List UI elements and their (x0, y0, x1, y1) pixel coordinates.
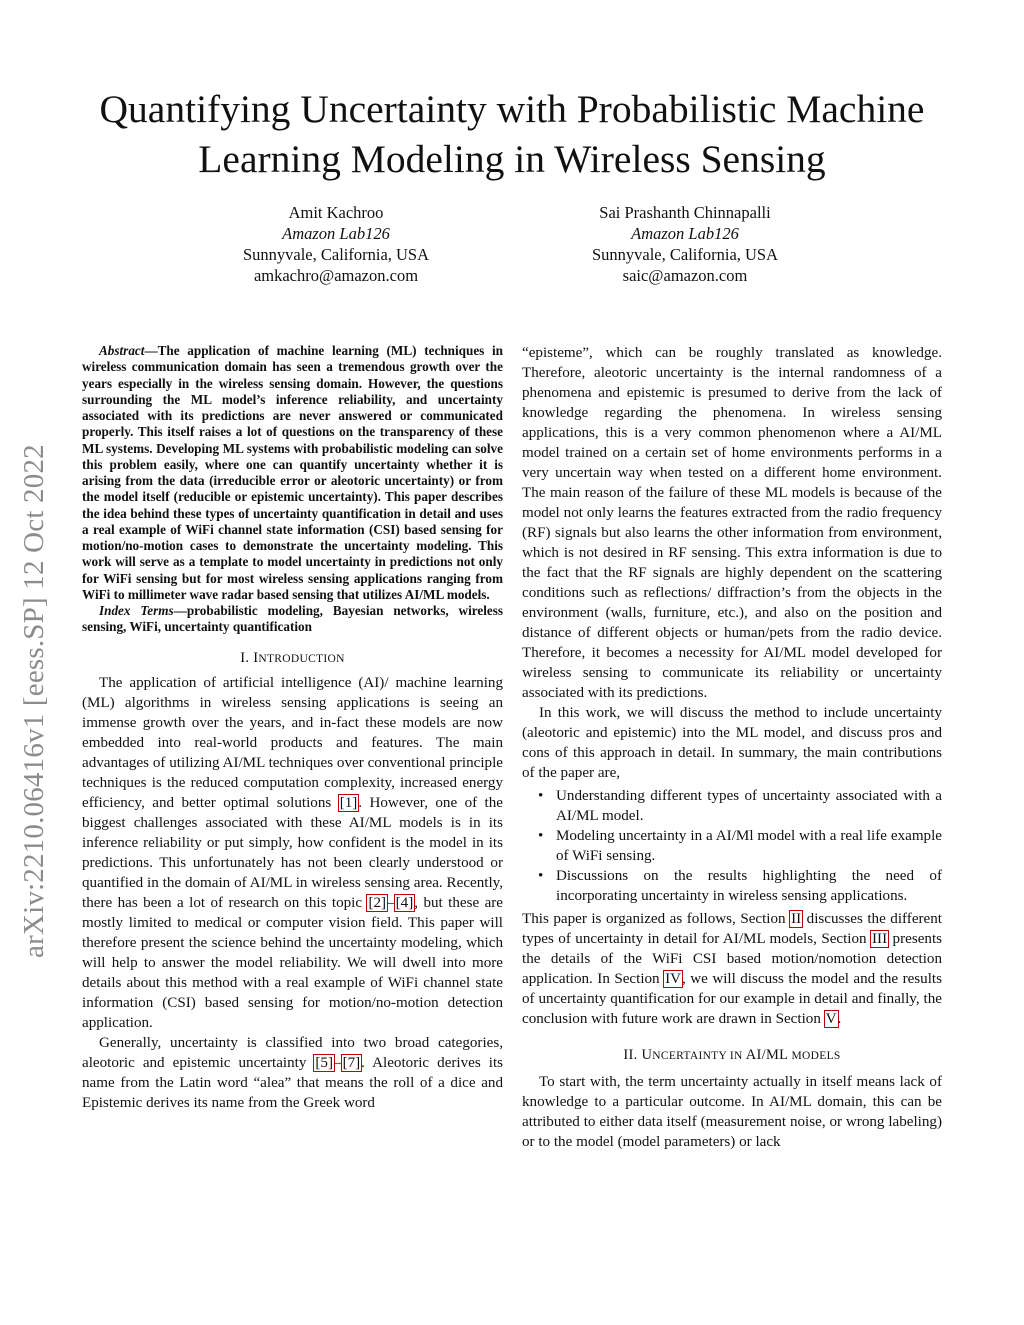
author-name: Sai Prashanth Chinnapalli (599, 203, 771, 222)
author-block-2 (525, 202, 845, 286)
abstract-label: Abstract (99, 343, 145, 358)
intro-paragraph-2-continued: “episteme”, which can be roughly translated as knowledge. Therefore, aleotoric uncertainty is the internal randomness of a phenomena and epistemic is presumed to derive from the lack of knowledge regarding the phenomena. In wireless sensing applications, this is a very common phenomenon where a AI/ML model trained on a certain set of home environments performs in a very uncertain way when tested on a different home environment. The main reason of the failure of these ML models is because of the model not only learns the features extracted from the radio frequency (RF) signals but also learns the other information from environment, which is not desired in RF sensing. This extra information is due to the fact that the RF signals are highly dependent on the scattering conditions such as reflections/ diffraction’s from the objects in the environment (walls, furniture, etc.), and also on the position and distance of different objects or human/pets from the radio device. Therefore, it becomes a necessity for AI/ML model developed for wireless sensing to communicate its reliability or uncertainty associated with its predictions. (522, 345, 942, 701)
author-affiliation: Amazon Lab126 (631, 224, 739, 243)
author-name: Amit Kachroo (288, 203, 384, 222)
section-ref-link[interactable]: V (825, 1011, 837, 1027)
citation-link[interactable]: [1] (339, 794, 358, 811)
index-terms-text: —probabilistic modeling, Bayesian networks, wireless sensing, WiFi, uncertainty quantification (82, 603, 503, 635)
title-line-2: Learning Modeling in Wireless Sensing (198, 137, 826, 181)
section-ref-link[interactable]: IV (665, 971, 682, 987)
intro-paragraph-4: This paper is organized as follows, Section II discusses the different types of uncertainty in detail for AI/ML models, Section III presents the details of the WiFi CSI based motion/nomotion detection application. In Section IV, we will discuss the model and the results of uncertainty quantification for our example in detail and finally, the conclusion with future work are drawn in Section V. (522, 911, 943, 1027)
paper-title (40, 84, 984, 184)
list-item: • Discussions on the results highlighting the need of incorporating uncertainty in wireless sensing applications. (538, 868, 942, 904)
left-column (82, 343, 503, 1113)
intro-paragraph-3: In this work, we will discuss the method to include uncertainty (aleotoric and epistemic) into the ML model, and discuss pros and cons of this approach in detail. In summary, the main contributions of the paper are, (522, 705, 942, 781)
author-affiliation: Amazon Lab126 (282, 224, 390, 243)
bullet: • (538, 788, 544, 804)
author-email: amkachro@amazon.com (253, 266, 419, 285)
title-line-1: Quantifying Uncertainty with Probabilistic Machine (99, 87, 925, 131)
intro-paragraph-2: Generally, uncertainty is classified into two broad categories, aleotoric and epistemic uncertainty [5]–[7]. Aleotoric derives its name from the Latin word “alea” that means the roll of a dice and Epistemic derives its name from the Greek word (82, 1034, 504, 1111)
bullet: • (538, 828, 544, 844)
author-block-1 (176, 202, 496, 286)
citation-link[interactable]: [5] (315, 1054, 334, 1071)
arxiv-stamp: arXiv:2210.06416v1 [eess.SP] 12 Oct 2022 (18, 444, 50, 958)
contributions-list (522, 786, 942, 906)
section-ref-link[interactable]: II (791, 911, 802, 927)
section-heading-introduction: I. INTRODUCTION (240, 649, 345, 666)
list-item: • Modeling uncertainty in a AI/Ml model with a real life example of WiFi sensing. (538, 828, 942, 864)
section2-paragraph-1: To start with, the term uncertainty actually in itself means lack of knowledge to a particular outcome. In AI/ML domain, this can be attributed to either data itself (measurement noise, or wrong labeling) or to the model (model parameters) or lack (522, 1074, 942, 1150)
abstract-text: —The application of machine learning (ML) techniques in wireless communication domain has seen a tremendous growth over the years especially in the wireless sensing domain. However, the questions surrounding the ML model’s inference reliability, and uncertainty associated with its predictions are never answered or communicated properly. This itself raises a lot of questions on the transparency of these ML systems. Developing ML systems with probabilistic modeling can solve this problem easily, where one can quantify uncertainty whether it is arising from the data (irreducible error or aleotoric uncertainty) or from the model itself (reducible or epistemic uncertainty). This paper describes the idea behind these types of uncertainty quantification in detail and uses a real example of WiFi channel state information (CSI) based sensing for motion/no-motion cases to demonstrate the uncertainty modeling. This work will serve as a template to model uncertainty in predictions not only for WiFi sensing but for most wireless sensing applications ranging from WiFi to millimeter wave radar based sensing that utilizes AI/ML models. (82, 343, 503, 602)
section-ref-link[interactable]: III (872, 931, 888, 947)
right-column (522, 343, 942, 1152)
section-heading-uncertainty: II. UNCERTAINTY IN AI/ML MODELS (623, 1047, 841, 1063)
intro-paragraph-1: The application of artificial intelligence (AI)/ machine learning (ML) algorithms in wireless sensing applications is seeing an immense growth over the years, and in-fact these models are now embedded into real-world products and features. The main advantages of utilizing AI/ML techniques over conventional principle techniques is the reduced computation complexity, increased energy efficiency, and better optimal solutions [1]. However, one of the biggest challenges associated with these AI/ML models is in its inference reliability or put simply, how confident is the model in its predictions. This unfortunately has not been clearly understood or quantified in the domain of AI/ML in wireless sensing area. Recently, there has been a lot of research on this topic [2]–[4], but these are mostly limited to medical or computer vision field. This paper will therefore present the science behind the uncertainty modeling, which will help to answer the model reliability. We will dwell into more details about this method with a real example of WiFi channel state information (CSI) based sensing for motion/no-motion detection application. (82, 674, 503, 1031)
index-terms (82, 603, 503, 636)
author-location: Sunnyvale, California, USA (591, 245, 779, 264)
citation-link[interactable]: [2] (368, 894, 387, 911)
citation-link[interactable]: [7] (342, 1054, 361, 1071)
list-item: • Understanding different types of uncertainty associated with a AI/ML model. (538, 788, 942, 824)
citation-link[interactable]: [4] (395, 894, 414, 911)
index-terms-label: Index Terms (99, 603, 174, 618)
author-location: Sunnyvale, California, USA (242, 245, 430, 264)
author-email: saic@amazon.com (622, 266, 748, 285)
abstract (82, 343, 503, 603)
bullet: • (538, 868, 544, 884)
